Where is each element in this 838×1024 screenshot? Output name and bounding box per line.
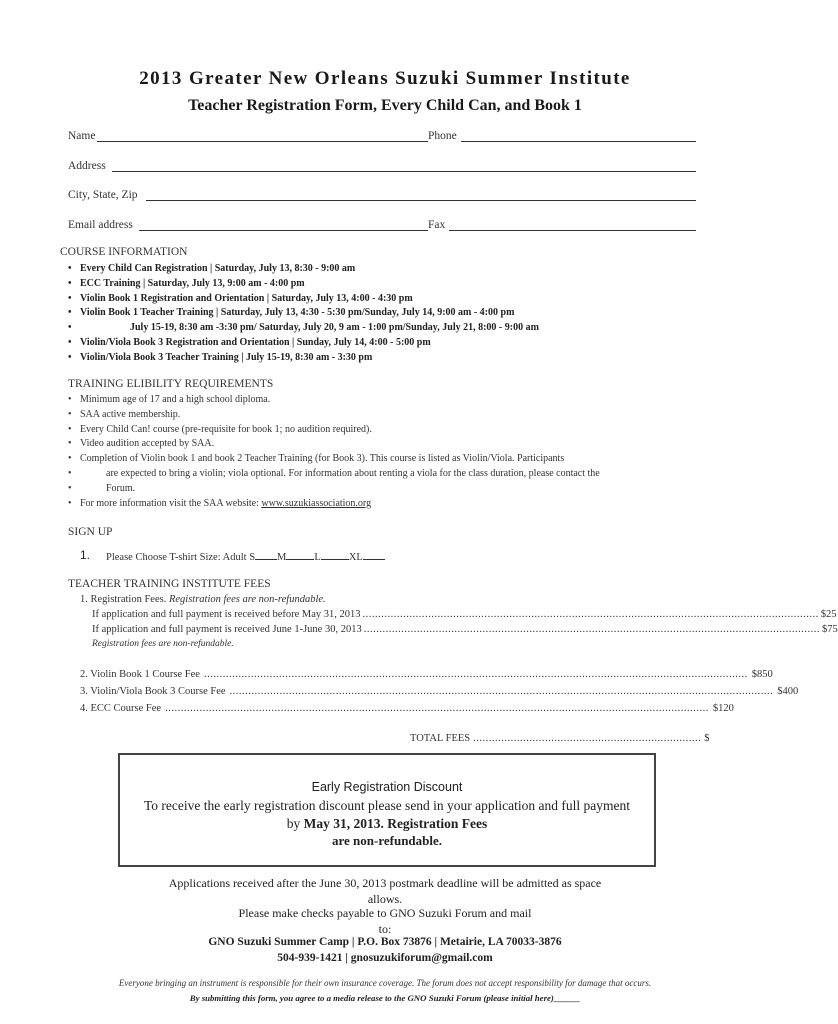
course-info-heading: COURSE INFORMATION (60, 246, 188, 258)
leader-dots: ......................................................................... (473, 733, 702, 744)
phone-line (461, 131, 696, 142)
page-subtitle: Teacher Registration Form, Every Child Can, and Book 1 (188, 97, 582, 114)
fee-amount: $850 (751, 669, 773, 680)
discount-line3: are non-refundable. (331, 833, 443, 848)
address-line (112, 161, 696, 172)
phone-field[interactable] (428, 130, 696, 142)
discount-date: May 31, 2013. Registration Fees (303, 816, 488, 831)
early-registration-box (118, 753, 656, 867)
list-item: • Every Child Can! course (pre-requisite for book 1; no audition required). (58, 423, 748, 438)
signup-heading: SIGN UP (68, 526, 113, 538)
size-m-label: M (277, 552, 287, 563)
training-list (58, 393, 748, 511)
leader-dots: .............................................................................................................................................................................. (229, 686, 774, 697)
email-line (139, 220, 428, 231)
footer-line1: Applications received after the June 30, 2013 postmark deadline will be admitted as space (168, 876, 602, 890)
footer-line2: allows. (367, 892, 403, 906)
fee-row-book3 (80, 686, 799, 697)
fees-heading: TEACHER TRAINING INSTITUTE FEES (68, 578, 271, 590)
discount-line1: To receive the early registration discount please send in your application and full payment (143, 798, 631, 813)
tshirt-label: Please Choose T-shirt Size: Adult S (106, 552, 256, 563)
footer-line4: to: (378, 922, 392, 936)
signup-number: 1. (80, 548, 91, 562)
discount-heading: Early Registration Discount (311, 780, 463, 794)
contact-info: 504-939-1421 | gnosuzukiforum@gmail.com (277, 952, 493, 964)
saa-website-link[interactable]: www.suzukiassociation.org (261, 497, 372, 509)
list-item: • Minimum age of 17 and a high school diploma. (58, 393, 748, 408)
size-xl-blank[interactable] (363, 549, 385, 560)
tshirt-size-row[interactable] (106, 549, 385, 563)
list-item: • Video audition accepted by SAA. (58, 437, 748, 452)
fee-amount: $400 (777, 686, 799, 697)
list-item-continuation: • July 15-19, 8:30 am -3:30 pm/ Saturday, July 20, 9 am - 1:00 pm/Sunday, July 21, 8:00 - 9:00 am (58, 321, 738, 336)
list-item: • SAA active membership. (58, 408, 748, 423)
list-item-continuation: • Forum. (58, 482, 748, 497)
fee-label: If application and full payment is received June 1-June 30, 2013 (92, 624, 362, 635)
fee-row-ecc (80, 703, 734, 714)
address-label: Address (68, 160, 106, 172)
list-item-website (58, 497, 748, 512)
fee-row-before (92, 609, 837, 620)
leader-dots: .................................................................................................................................................. (363, 624, 820, 635)
size-m-blank[interactable] (286, 549, 314, 560)
leader-dots: .............................................................................................................................................................................. (165, 703, 709, 714)
size-xl-label: XL (348, 552, 363, 563)
leader-dots: .............................................................................................................................................................................. (203, 669, 748, 680)
nonrefund-note: Registration fees are non-refundable. (92, 639, 234, 649)
fee-label: If application and full payment is received before May 31, 2013 (92, 609, 361, 620)
fee-label: 2. Violin Book 1 Course Fee (80, 669, 200, 680)
fax-line (449, 220, 696, 231)
mailing-address: GNO Suzuki Summer Camp | P.O. Box 73876 | Metairie, LA 70033-3876 (208, 936, 562, 948)
name-field[interactable] (68, 130, 428, 142)
list-item: • ECC Training | Saturday, July 13, 9:00 am - 4:00 pm (58, 277, 738, 292)
website-label: For more information visit the SAA website: (80, 497, 262, 509)
list-item: • Violin/Viola Book 3 Teacher Training | July 15-19, 8:30 am - 3:30 pm (58, 351, 738, 366)
fee-row-june (92, 624, 838, 635)
city-line (146, 190, 696, 201)
total-fees-row (410, 733, 710, 744)
discount-line2 (120, 816, 654, 832)
list-item: • Every Child Can Registration | Saturday, July 13, 8:30 - 9:00 am (58, 262, 738, 277)
email-label: Email address (68, 219, 133, 231)
training-heading: TRAINING ELIBILITY REQUIREMENTS (68, 378, 274, 390)
leader-dots: .................................................................................................................................................. (362, 609, 819, 620)
fax-field[interactable] (428, 219, 696, 231)
insurance-note: Everyone bringing an instrument is responsible for their own insurance coverage. The forum does not accept responsibility for damage that occurs. (118, 978, 652, 988)
city-label: City, State, Zip (68, 189, 138, 201)
list-item-continuation: • are expected to bring a violin; viola optional. For information about renting a viola for the class duration, please contact the (58, 467, 748, 482)
course-info-list (58, 262, 738, 366)
fax-label: Fax (428, 219, 446, 231)
registration-fees-label (80, 594, 326, 605)
list-item: • Completion of Violin book 1 and book 2 Teacher Training (for Book 3). This course is listed as Violin/Viola. Participants (58, 452, 748, 467)
size-l-blank[interactable] (321, 549, 349, 560)
size-s-blank[interactable] (255, 549, 277, 560)
email-field[interactable] (68, 219, 428, 231)
size-l-label: L (314, 552, 321, 563)
list-item: • Violin/Viola Book 3 Registration and Orientation | Sunday, July 14, 4:00 - 5:00 pm (58, 336, 738, 351)
total-label: TOTAL FEES (410, 733, 471, 744)
page-title: 2013 Greater New Orleans Suzuki Summer Institute (139, 68, 631, 89)
fee-amount: $120 (712, 703, 734, 714)
address-field[interactable] (68, 160, 696, 172)
discount-by: by (286, 816, 304, 831)
name-line (97, 131, 428, 142)
city-field[interactable] (68, 189, 696, 201)
reg-label: 1. Registration Fees. (80, 594, 169, 605)
fee-label: 4. ECC Course Fee (80, 703, 162, 714)
fee-label: 3. Violin/Viola Book 3 Course Fee (80, 686, 226, 697)
fee-amount: $25 (820, 609, 837, 620)
phone-label: Phone (428, 130, 457, 142)
reg-italic: Registration fees are non-refundable. (168, 594, 326, 605)
list-item: • Violin Book 1 Teacher Training | Saturday, July 13, 4:30 - 5:30 pm/Sunday, July 14, 9:00 am - 4:00 pm (58, 306, 738, 321)
fee-amount: $75 (821, 624, 838, 635)
fee-row-book1 (80, 669, 773, 680)
list-item: • Violin Book 1 Registration and Orientation | Saturday, July 13, 4:00 - 4:30 pm (58, 292, 738, 307)
footer-line3: Please make checks payable to GNO Suzuki Forum and mail (238, 906, 532, 920)
media-release[interactable]: By submitting this form, you agree to a media release to the GNO Suzuki Forum (please initial here)______ (189, 993, 581, 1003)
total-amount: $ (704, 733, 710, 744)
name-label: Name (68, 130, 96, 142)
